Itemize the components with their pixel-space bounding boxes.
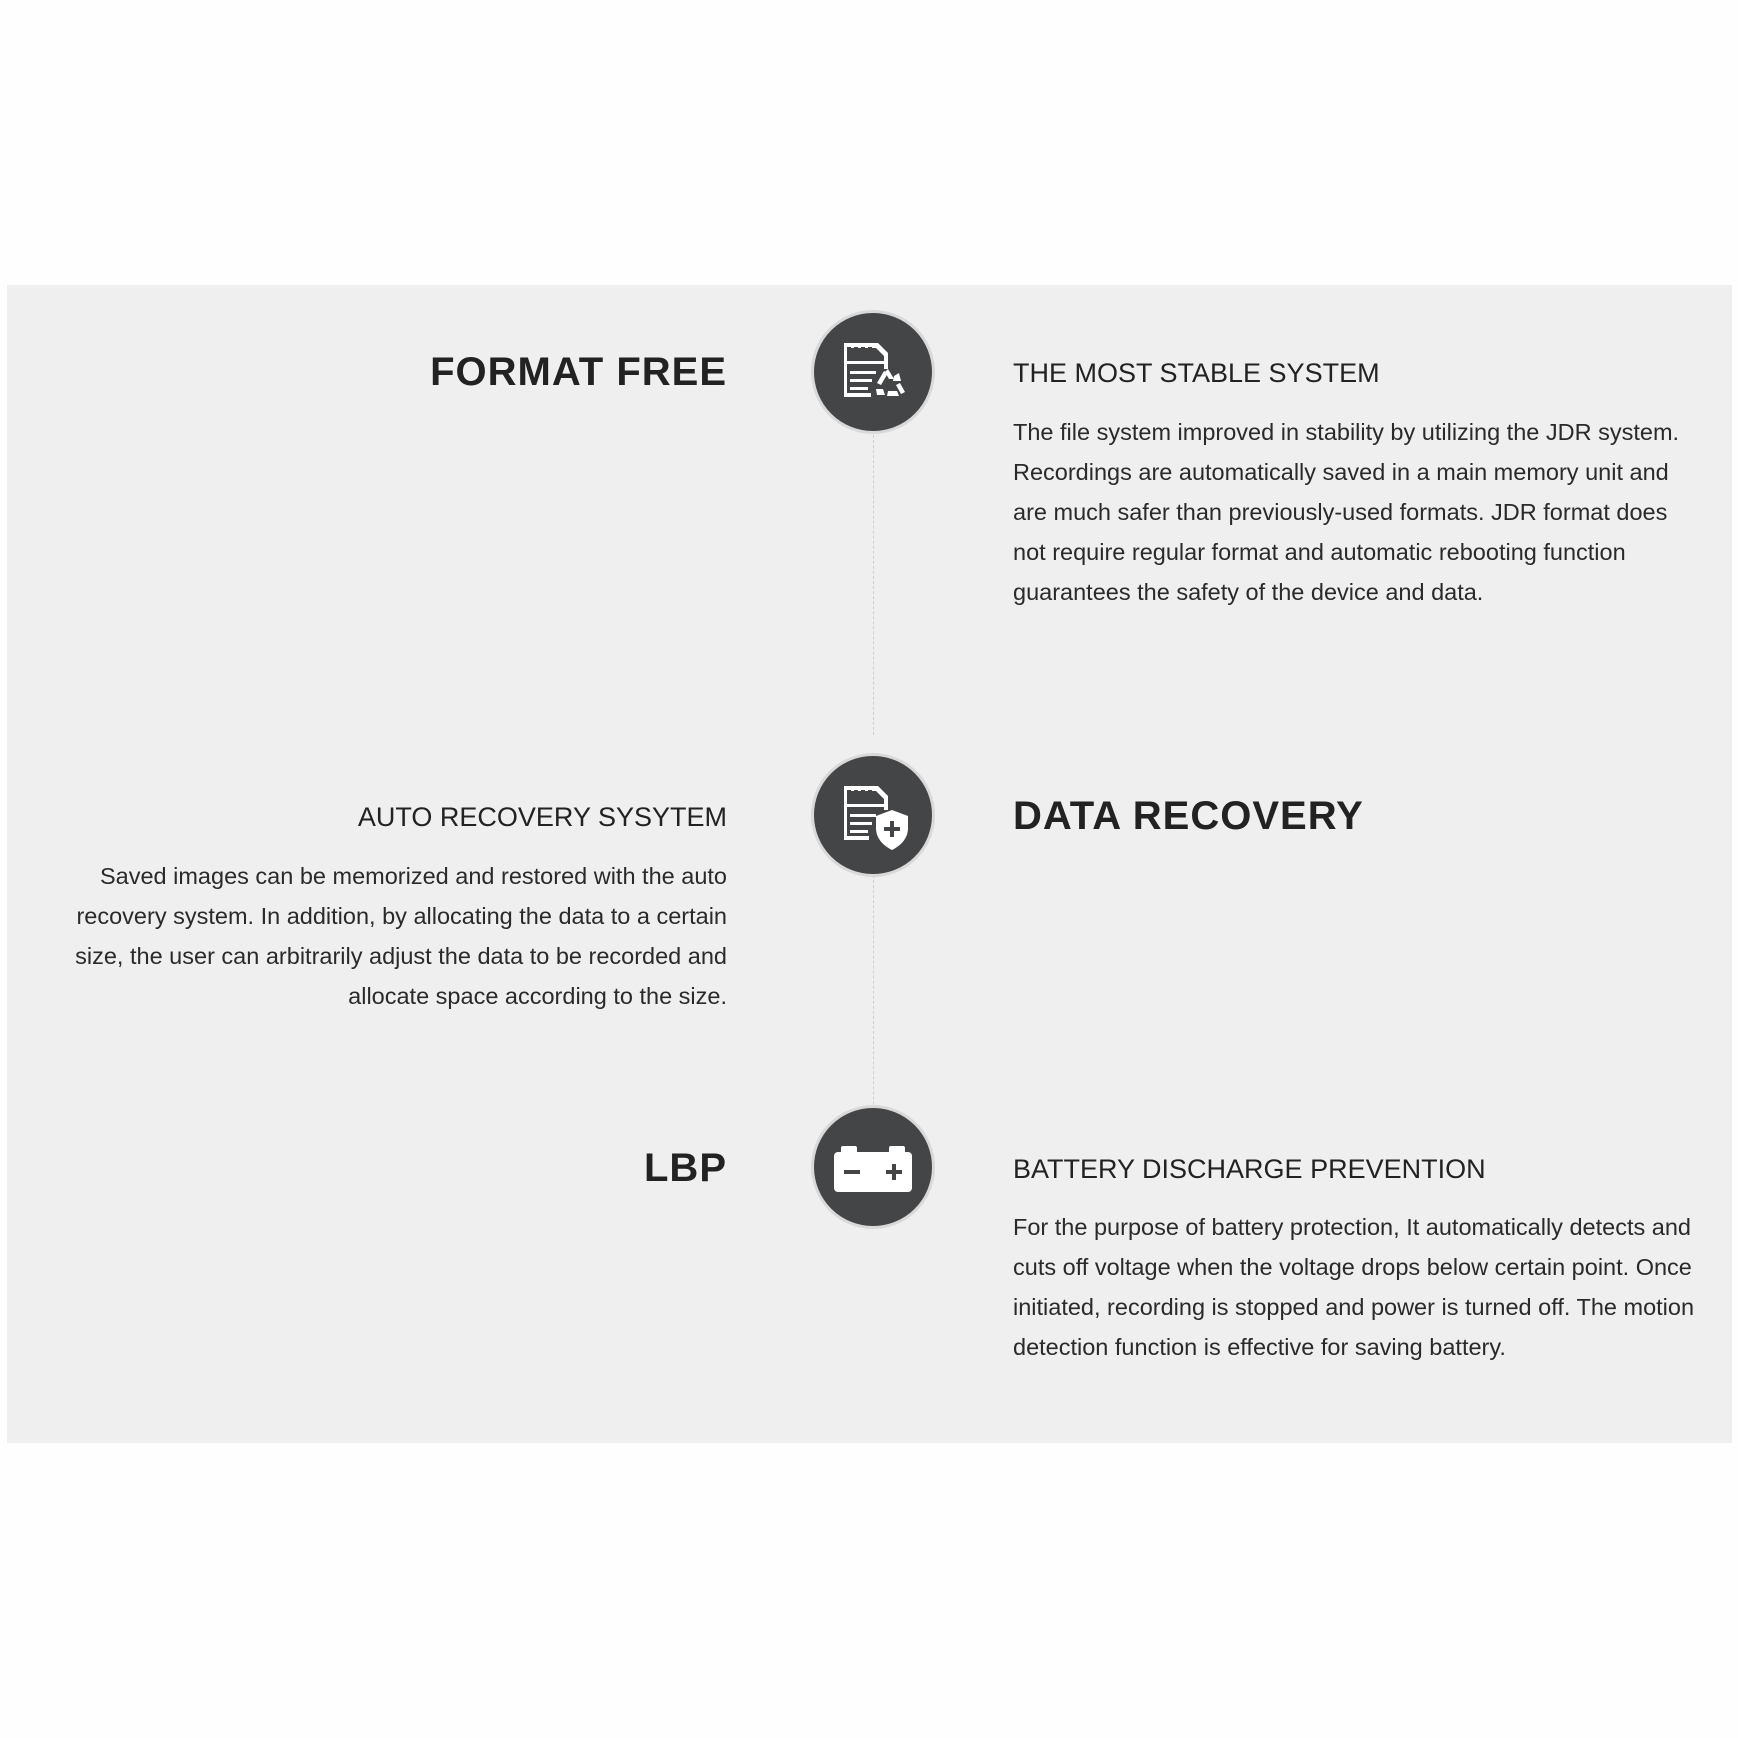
- battery-icon: [811, 1105, 935, 1229]
- feature-title: LBP: [644, 1146, 727, 1190]
- sd-card-shield-icon: [811, 753, 935, 877]
- feature-title: FORMAT FREE: [430, 350, 727, 394]
- features-panel: [7, 285, 1732, 1443]
- sd-card-recycle-icon: [811, 310, 935, 434]
- timeline-connector: [873, 430, 874, 735]
- feature-subtitle: THE MOST STABLE SYSTEM: [1013, 358, 1380, 388]
- feature-subtitle: AUTO RECOVERY SYSYTEM: [357, 802, 727, 832]
- feature-subtitle: BATTERY DISCHARGE PREVENTION: [1013, 1154, 1486, 1184]
- feature-description: For the purpose of battery protection, It automatically detects and cuts off voltage when the voltage drops below certain point. Once initiated, recording is stopped and power is turned off. The motion detection function is effective for saving battery.: [1013, 1214, 1695, 1360]
- feature-description: The file system improved in stability by utilizing the JDR system. Recordings are automatically saved in a main memory unit and are much safer than previously-used formats. JDR format does not require regular format and automatic rebooting function guarantees the safety of the device and data.: [1013, 419, 1680, 605]
- feature-description: Saved images can be memorized and restored with the auto recovery system. In addition, by allocating the data to a certain size, the user can arbitrarily adjust the data to be recorded and allocate space according to the size.: [75, 863, 727, 1009]
- feature-title: DATA RECOVERY: [1013, 794, 1364, 838]
